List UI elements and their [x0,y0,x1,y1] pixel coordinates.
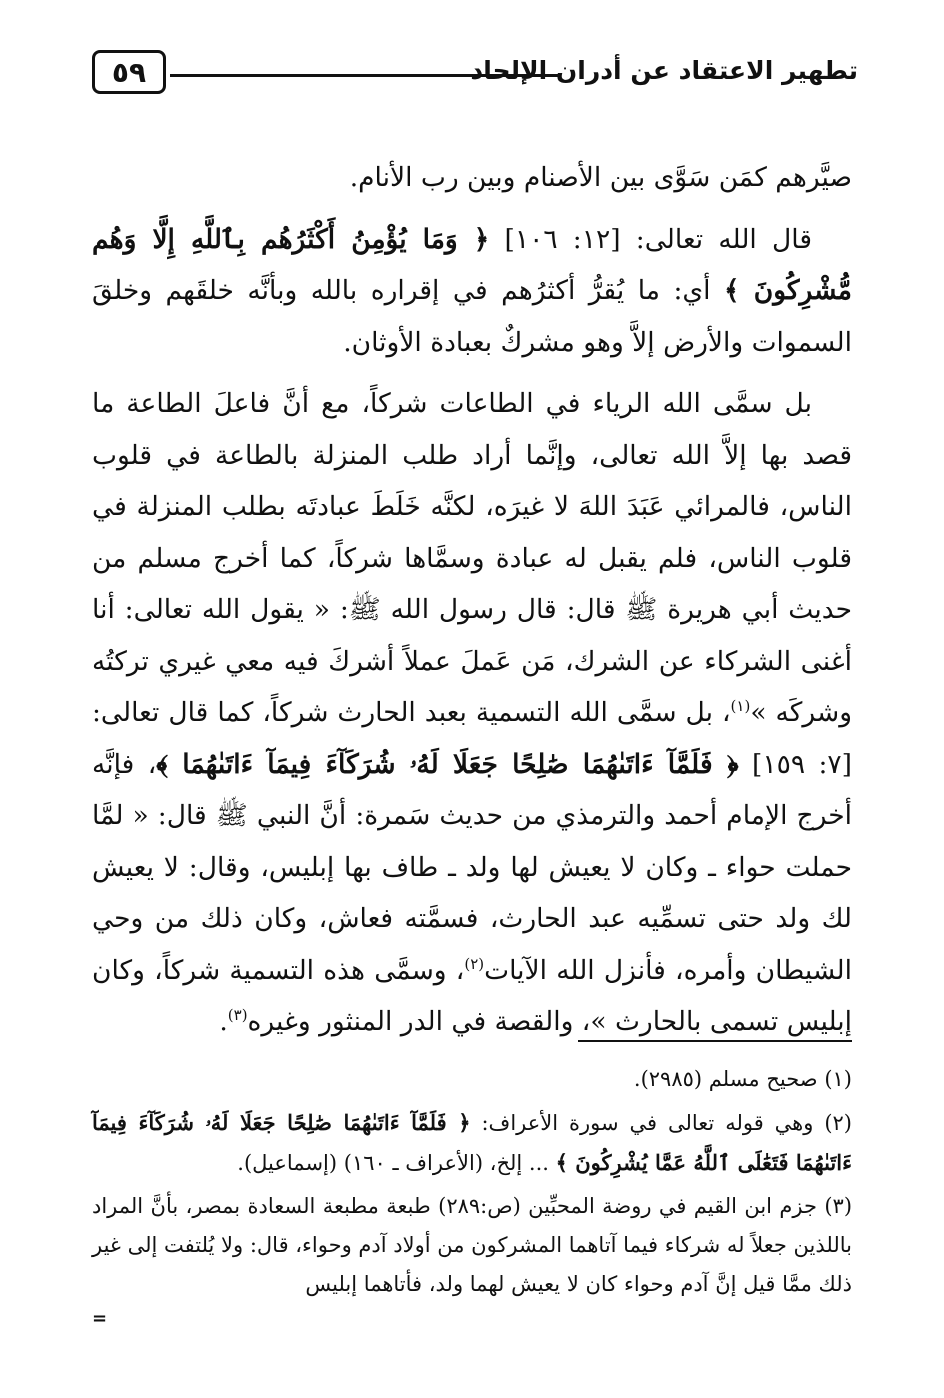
page-header [92,46,858,106]
quran-verse-yusuf-106: ﴿ وَمَا يُؤْمِنُ أَكْثَرُهُم بِٱللَّهِ إِلَّا وَهُم مُّشْرِكُونَ ﴾ [92,223,852,306]
fn2-quran: ﴿ فَلَمَّآ ءَاتَىٰهُمَا صَٰلِحًا جَعَلَا لَهُۥ شُرَكَآءَ فِيمَآ ءَاتَىٰهُمَا فَتَعَٰلَى ٱللَّهُ عَمَّا يُشْرِكُونَ ﴾ [92,1110,852,1175]
p3-part3: ، فإنَّه أخرج الإمام أحمد والترمذي من حديث سَمرة: أنَّ النبي ﷺ قال: « لمَّا حملت حواء ـ وكان لا يعيش لها ولد ـ طاف بها إبليس، وقال: لا يعيش لك ولد حتى تسمِّيه عبد الحارث، فسمَّته فعاش، وكان ذلك من وحي الشيطان وأمره، فأنزل الله الآيات [92,748,852,986]
p2-intro: قال الله تعالى: [١٢: ١٠٦] [489,223,812,255]
footnote-ref-1[interactable]: (١) [730,697,751,716]
footnote-3: (٣) جزم ابن القيم في روضة المحبِّين (ص:٢٨٩) طبعة مطبعة السعادة بمصر، بأنَّ المراد باللذين جعلاً له شركاء فيما آتاهما المشركون من أولاد آدم وحواء، قال: ولا يُلتفت إلى غير ذلك ممَّا قيل إنَّ آدم وحواء كان لا يعيش لهما ولد، فأتاهما إبليس [92,1194,853,1296]
quran-verse-araf-190: ﴿ فَلَمَّآ ءَاتَىٰهُمَا صَٰلِحًا جَعَلَا لَهُۥ شُرَكَآءَ فِيمَآ ءَاتَىٰهُمَا ﴾ [156,748,739,780]
paragraph-3 [92,378,852,1048]
footnote-separator [578,1040,852,1042]
p2-rest: أي: ما يُقرُّ أكثرُهم في إقراره بالله وبأنَّه خلقَهم وخلقَ السموات والأرض إلاَّ وهو مشركٌ بعبادة الأوثان. [92,275,852,358]
footnote-1: (١) صحيح مسلم (٢٩٨٥). [633,1067,852,1091]
footnotes [92,1060,852,1308]
footnote-ref-2[interactable]: (٢) [464,954,485,973]
running-title: تطهير الاعتقاد عن أدران الإلحاد [470,56,858,85]
p3-part2: ، بل سمَّى الله التسمية بعبد الحارث شركاً، كما قال تعالى: [٧: ١٥٩] [92,697,852,780]
paragraph-2 [92,214,852,369]
footnote-2 [92,1103,852,1183]
page-number: ٥٩ [92,50,166,94]
continuation-mark: = [92,1308,108,1329]
p3-part4: ، وسمَّى هذه التسمية شركاً، وكان إبليس تسمى بالحارث »، والقصة في الدر المنثور وغيره [92,954,852,1037]
fn2-rest: ... إلخ، (الأعراف ـ ١٦٠) (إسماعيل). [237,1151,556,1175]
fn2-intro: (٢) وهي قوله تعالى في سورة الأعراف: [470,1111,852,1135]
main-text [92,152,852,1058]
p3-end: . [219,1006,228,1037]
footnote-ref-3[interactable]: (٣) [227,1006,248,1025]
header-rule [170,74,558,77]
p3-part1: بل سمَّى الله الرياء في الطاعات شركاً، مع أنَّ فاعلَ الطاعة ما قصد بها إلاَّ الله تعالى، وإنَّما أراد طلب المنزلة بالطاعة في قلوب الناس، فالمرائي عَبَدَ اللهَ لا غيرَه، لكنَّه خَلَطَ عبادتَه بطلب المنزلة في قلوب الناس، فلم يقبل له عبادة وسمَّاها شركاً، كما أخرج مسلم من حديث أبي هريرة ﷺ قال: قال رسول الله ﷺ: « يقول الله تعالى: أنا أغنى الشركاء عن الشرك، مَن عَملَ عملاً أشركَ فيه معي غيري تركتُه وشركَه » [92,388,852,728]
paragraph-1: صيَّرهم كمَن سَوَّى بين الأصنام وبين رب الأنام. [349,162,852,193]
